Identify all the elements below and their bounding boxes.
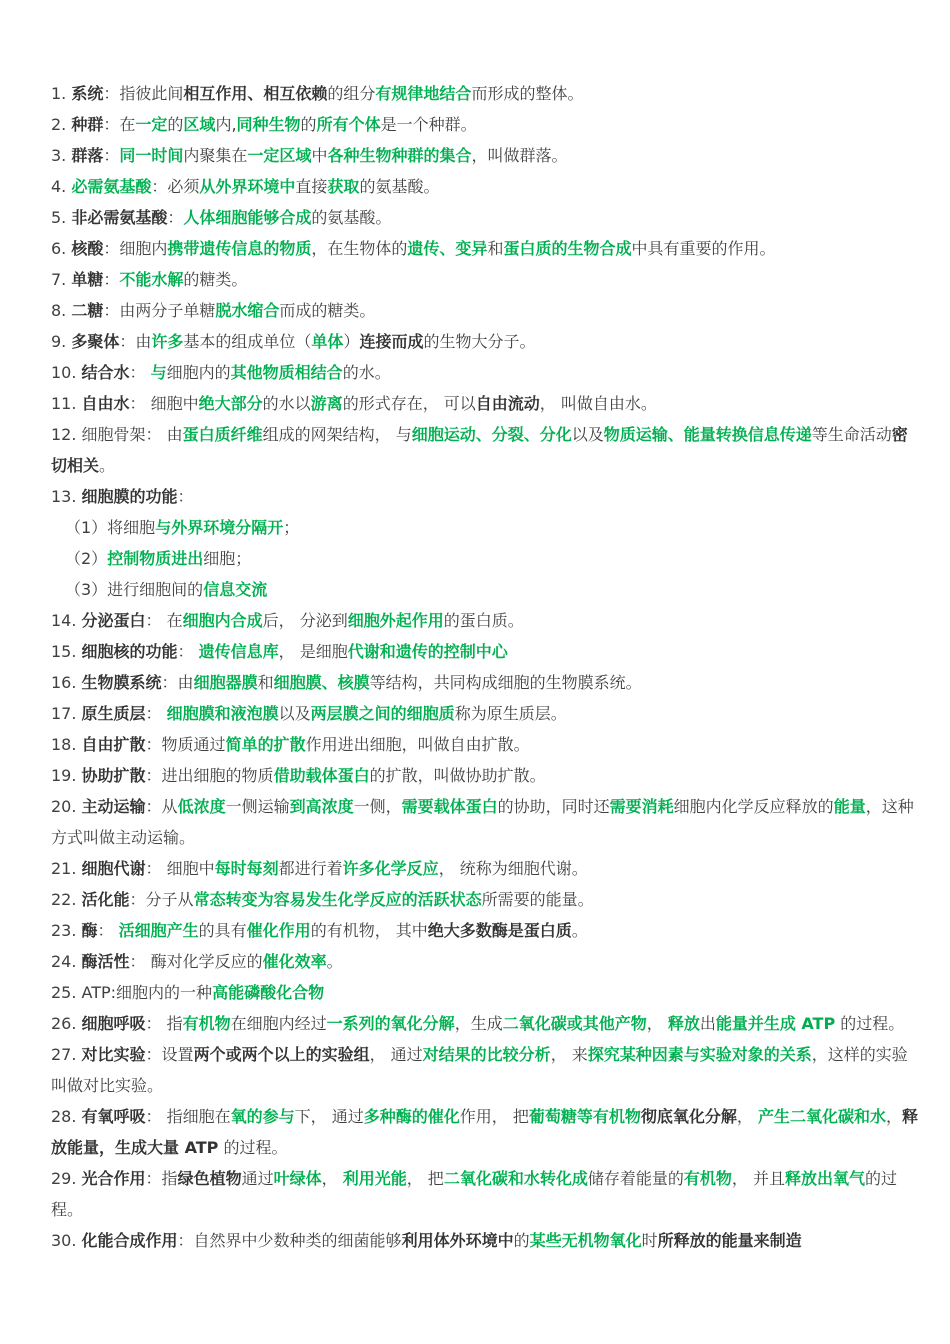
body-text: （2）	[65, 549, 108, 568]
body-text: ：设置	[145, 1045, 194, 1064]
highlight-text: 蛋白质的生物合成	[503, 239, 632, 258]
body-text: 内聚集在	[183, 146, 248, 165]
body-text: 一侧运输	[225, 797, 290, 816]
definition-entry	[51, 78, 919, 109]
bold-term: 细胞核的功能	[81, 642, 178, 661]
bold-term: 细胞呼吸	[81, 1014, 146, 1033]
bold-term: 释放能量，生成大量 ATP	[51, 1107, 919, 1157]
highlight-text: 与	[150, 363, 167, 382]
body-text: 的协助，同时还	[497, 797, 610, 816]
definition-entry	[51, 698, 919, 729]
definition-entry	[51, 202, 919, 233]
definition-entry	[51, 1101, 919, 1163]
body-text: 的过程。	[51, 1169, 897, 1219]
definition-entry	[51, 636, 919, 667]
bold-term: 自由流动	[475, 394, 540, 413]
body-text: 通过	[241, 1169, 274, 1188]
body-text: 4.	[51, 177, 72, 196]
highlight-text: 必需氨基酸	[71, 177, 152, 196]
body-text: ，叫做群落。	[471, 146, 568, 165]
definition-entry	[51, 915, 919, 946]
highlight-text: 代谢和遗传的控制中心	[347, 642, 508, 661]
body-text: 的氨基酸。	[359, 177, 440, 196]
highlight-text: 物质运输、能量转换信息传递	[603, 425, 812, 444]
bold-term: 核酸	[71, 239, 104, 258]
highlight-text: 单体	[311, 332, 344, 351]
body-text: ：由	[161, 673, 194, 692]
highlight-text: 所有个体	[316, 115, 381, 134]
highlight-text: 细胞膜、核膜	[273, 673, 370, 692]
highlight-text: 许多化学反应	[342, 859, 439, 878]
body-text: 27.	[51, 1045, 82, 1064]
body-text: 1.	[51, 84, 72, 103]
body-text: 19.	[51, 766, 82, 785]
body-text: ， 并且	[731, 1169, 785, 1188]
definition-entry	[51, 512, 919, 543]
body-text: ： 在	[145, 611, 183, 630]
highlight-text: 利用光能	[342, 1169, 407, 1188]
body-text: 后， 分泌到	[262, 611, 348, 630]
definition-entry	[51, 357, 919, 388]
body-text: ：	[167, 208, 184, 227]
highlight-text: 产生二氧化碳和水	[757, 1107, 886, 1126]
body-text: 而成的糖类。	[279, 301, 376, 320]
highlight-text: 某些无机物氧化	[529, 1231, 642, 1250]
body-text: 的组分	[327, 84, 376, 103]
bold-term: 绿色植物	[177, 1169, 242, 1188]
definition-entry	[51, 760, 919, 791]
body-text: 11.	[51, 394, 82, 413]
body-text: 2.	[51, 115, 72, 134]
highlight-text: 一系列的氧化分解	[326, 1014, 455, 1033]
body-text: 18.	[51, 735, 82, 754]
body-text: 的形式存在， 可以	[342, 394, 476, 413]
body-text: 的水。	[342, 363, 391, 382]
highlight-text: 各种生物种群的集合	[327, 146, 472, 165]
highlight-text: 区域	[183, 115, 216, 134]
body-text: 9.	[51, 332, 72, 351]
highlight-text: 许多	[151, 332, 184, 351]
highlight-text: 同种生物	[236, 115, 301, 134]
body-text: ， 来	[550, 1045, 588, 1064]
body-text: 。	[99, 456, 116, 475]
body-text: 29.	[51, 1169, 82, 1188]
highlight-text: 有机物	[683, 1169, 732, 1188]
definition-entry	[51, 326, 919, 357]
body-text: ；	[283, 518, 300, 537]
definition-entry	[51, 853, 919, 884]
body-text: 17.	[51, 704, 82, 723]
body-text: 的扩散，叫做协助扩散。	[369, 766, 546, 785]
highlight-text: 氧的参与	[230, 1107, 295, 1126]
definition-entry	[51, 729, 919, 760]
body-text: ： 细胞中	[145, 859, 215, 878]
body-text: ：	[177, 487, 194, 506]
highlight-text: 脱水缩合	[215, 301, 280, 320]
definition-entry	[51, 481, 919, 512]
definition-entry	[51, 946, 919, 977]
bold-term: 对比实验	[81, 1045, 146, 1064]
body-text: 储存着能量的	[587, 1169, 684, 1188]
body-text: （1）将细胞	[65, 518, 156, 537]
bold-term: 连接而成	[359, 332, 424, 351]
bold-term: 二糖	[71, 301, 104, 320]
bold-term: 协助扩散	[81, 766, 146, 785]
body-text: ， 通过	[369, 1045, 423, 1064]
bold-term: 彻底氧化分解	[640, 1107, 737, 1126]
body-text: 16.	[51, 673, 82, 692]
bold-term: 生物膜系统	[81, 673, 162, 692]
bold-term: 自由扩散	[81, 735, 146, 754]
body-text: 直接	[295, 177, 328, 196]
definition-entry	[51, 605, 919, 636]
bold-term: 两个或两个以上的实验组	[193, 1045, 370, 1064]
definition-entry	[51, 171, 919, 202]
body-text: 在细胞内经过	[230, 1014, 327, 1033]
highlight-text: 叶绿体	[273, 1169, 322, 1188]
body-text: 基本的组成单位（	[183, 332, 312, 351]
body-text: ：物质通过	[145, 735, 226, 754]
body-text: 的氨基酸。	[311, 208, 392, 227]
definition-entry	[51, 1225, 919, 1256]
body-text: 21.	[51, 859, 82, 878]
body-text: 内,	[215, 115, 237, 134]
bold-term: 密切相关	[51, 425, 908, 475]
body-text: 25. ATP:细胞内的一种	[51, 983, 213, 1002]
bold-term: 非必需氨基酸	[71, 208, 168, 227]
body-text: ：进出细胞的物质	[145, 766, 274, 785]
body-text: 的	[513, 1231, 530, 1250]
body-text: ， 叫做自由水。	[539, 394, 657, 413]
body-text: ：由	[119, 332, 152, 351]
highlight-text: 信息交流	[203, 580, 268, 599]
body-text: ：在	[103, 115, 136, 134]
highlight-text: 游离	[310, 394, 343, 413]
definition-entry	[51, 233, 919, 264]
body-text: 一侧，	[353, 797, 402, 816]
definition-entry	[51, 543, 919, 574]
body-text: ， 把	[406, 1169, 444, 1188]
body-text: ，这样的实验叫做对比实验。	[51, 1045, 908, 1095]
body-text: ： 细胞中	[129, 394, 199, 413]
definition-entry	[51, 388, 919, 419]
body-text: 等结构，共同构成细胞的生物膜系统。	[369, 673, 642, 692]
body-text: 都进行着	[278, 859, 343, 878]
bold-term: 原生质层	[81, 704, 146, 723]
highlight-text: 遗传、变异	[407, 239, 488, 258]
highlight-text: 有机物	[182, 1014, 231, 1033]
highlight-text: 一定区域	[247, 146, 312, 165]
highlight-text: 与外界环境分隔开	[155, 518, 284, 537]
bold-term: 分泌蛋白	[81, 611, 146, 630]
highlight-text: 能量并生成 ATP	[715, 1014, 836, 1033]
body-text: ：细胞内	[103, 239, 168, 258]
body-text: 称为原生质层。	[454, 704, 567, 723]
bold-term: 细胞膜的功能	[81, 487, 178, 506]
body-text: 22.	[51, 890, 82, 909]
bold-term: 细胞代谢	[81, 859, 146, 878]
highlight-text: 释放	[667, 1014, 700, 1033]
body-text: 作用进出细胞，叫做自由扩散。	[305, 735, 530, 754]
body-text: 20.	[51, 797, 82, 816]
bold-term: 利用体外环境中	[401, 1231, 514, 1250]
definition-entry	[51, 1008, 919, 1039]
body-text: ：必须	[151, 177, 200, 196]
body-text: 等生命活动	[811, 425, 892, 444]
bold-term: 相互作用、相互依赖	[183, 84, 328, 103]
body-text: ： 酶对化学反应的	[129, 952, 263, 971]
document-body	[51, 78, 919, 1256]
highlight-text: 低浓度	[177, 797, 226, 816]
highlight-text: 细胞运动、分裂、分化	[411, 425, 572, 444]
body-text: 的水以	[262, 394, 311, 413]
highlight-text: 从外界环境中	[199, 177, 296, 196]
highlight-text: 需要载体蛋白	[401, 797, 498, 816]
body-text: 5.	[51, 208, 72, 227]
highlight-text: 细胞内合成	[182, 611, 263, 630]
body-text: 组成的网架结构， 与	[262, 425, 412, 444]
body-text: ）	[343, 332, 360, 351]
body-text: ， 是细胞	[278, 642, 348, 661]
body-text: ：由两分子单糖	[103, 301, 216, 320]
highlight-text: 两层膜之间的细胞质	[310, 704, 455, 723]
definition-entry	[51, 140, 919, 171]
body-text: ：	[129, 363, 151, 382]
body-text: 。	[326, 952, 343, 971]
body-text: 出	[699, 1014, 716, 1033]
body-text: 作用， 把	[459, 1107, 529, 1126]
body-text: 细胞；	[203, 549, 252, 568]
highlight-text: 催化作用	[246, 921, 311, 940]
body-text: 的过程。	[835, 1014, 905, 1033]
body-text: 的过程。	[218, 1138, 288, 1157]
body-text: 28.	[51, 1107, 82, 1126]
body-text: 15.	[51, 642, 82, 661]
bold-term: 有氧呼吸	[81, 1107, 146, 1126]
body-text: 细胞内的	[166, 363, 231, 382]
body-text: ，这种方式叫做主动运输。	[51, 797, 914, 847]
highlight-text: 探究某种因素与实验对象的关系	[587, 1045, 812, 1064]
body-text: ： 指	[145, 1014, 183, 1033]
highlight-text: 葡萄糖等有机物	[528, 1107, 641, 1126]
body-text: 7.	[51, 270, 72, 289]
body-text: 中	[311, 146, 328, 165]
highlight-text: 活细胞产生	[118, 921, 199, 940]
body-text: ：指彼此间	[103, 84, 184, 103]
highlight-text: 绝大部分	[198, 394, 263, 413]
bold-term: 群落	[71, 146, 104, 165]
bold-term: 系统	[71, 84, 104, 103]
bold-term: 活化能	[81, 890, 130, 909]
highlight-text: 二氧化碳或其他产物	[502, 1014, 647, 1033]
bold-term: 所释放的能量来制造	[657, 1231, 802, 1250]
body-text: 的具有	[198, 921, 247, 940]
body-text: 下， 通过	[294, 1107, 364, 1126]
highlight-text: 催化效率	[262, 952, 327, 971]
body-text: ：	[103, 146, 120, 165]
highlight-text: 细胞器膜	[193, 673, 258, 692]
highlight-text: 借助载体蛋白	[273, 766, 370, 785]
highlight-text: 获取	[327, 177, 360, 196]
body-text: 和	[487, 239, 504, 258]
body-text: 的生物大分子。	[423, 332, 536, 351]
definition-entry	[51, 884, 919, 915]
body-text: ， 统称为细胞代谢。	[438, 859, 588, 878]
body-text: 12. 细胞骨架： 由	[51, 425, 183, 444]
body-text: 以及	[571, 425, 604, 444]
body-text: 13.	[51, 487, 82, 506]
body-text: ：指	[145, 1169, 178, 1188]
highlight-text: 同一时间	[119, 146, 184, 165]
definition-entry	[51, 791, 919, 853]
body-text: 是一个种群。	[380, 115, 477, 134]
body-text: 的	[167, 115, 184, 134]
body-text: 时	[641, 1231, 658, 1250]
bold-term: 光合作用	[81, 1169, 146, 1188]
highlight-text: 常态转变为容易发生化学反应的活跃状态	[193, 890, 482, 909]
body-text: 3.	[51, 146, 72, 165]
highlight-text: 需要消耗	[609, 797, 674, 816]
body-text: 26.	[51, 1014, 82, 1033]
body-text: 的糖类。	[183, 270, 248, 289]
body-text: ：自然界中少数种类的细菌能够	[177, 1231, 402, 1250]
body-text: 8.	[51, 301, 72, 320]
body-text: 而形成的整体。	[471, 84, 584, 103]
body-text: ： 指细胞在	[145, 1107, 231, 1126]
bold-term: 化能合成作用	[81, 1231, 178, 1250]
highlight-text: 高能磷酸化合物	[212, 983, 325, 1002]
definition-entry	[51, 977, 919, 1008]
body-text: 14.	[51, 611, 82, 630]
body-text: ，	[886, 1107, 903, 1126]
definition-entry	[51, 1039, 919, 1101]
body-text: ，	[321, 1169, 343, 1188]
highlight-text: 其他物质相结合	[230, 363, 343, 382]
body-text: ：从	[145, 797, 178, 816]
definition-entry	[51, 109, 919, 140]
bold-term: 酶活性	[81, 952, 130, 971]
definition-entry	[51, 295, 919, 326]
body-text: 的	[300, 115, 317, 134]
bold-term: 多聚体	[71, 332, 120, 351]
body-text: 的蛋白质。	[443, 611, 524, 630]
bold-term: 单糖	[71, 270, 104, 289]
body-text: ，	[736, 1107, 758, 1126]
highlight-text: 释放出氧气	[784, 1169, 865, 1188]
highlight-text: 一定	[135, 115, 168, 134]
highlight-text: 携带遗传信息的物质	[167, 239, 312, 258]
bold-term: 绝大多数酶是蛋白质	[427, 921, 572, 940]
highlight-text: 有规律地结合	[375, 84, 472, 103]
bold-term: 自由水	[81, 394, 130, 413]
body-text: ：	[97, 921, 119, 940]
highlight-text: 简单的扩散	[225, 735, 306, 754]
bold-term: 主动运输	[81, 797, 146, 816]
body-text: ：	[103, 270, 120, 289]
body-text: ，在生物体的	[311, 239, 408, 258]
highlight-text: 细胞膜和液泡膜	[166, 704, 279, 723]
body-text: 所需要的能量。	[481, 890, 594, 909]
body-text: 6.	[51, 239, 72, 258]
highlight-text: 蛋白质纤维	[182, 425, 263, 444]
definition-entry	[51, 264, 919, 295]
highlight-text: 到高浓度	[289, 797, 354, 816]
definition-entry	[51, 419, 919, 481]
body-text: 细胞内化学反应释放的	[673, 797, 834, 816]
highlight-text: 对结果的比较分析	[422, 1045, 551, 1064]
body-text: （3）进行细胞间的	[65, 580, 204, 599]
highlight-text: 二氧化碳和水转化成	[443, 1169, 588, 1188]
definition-entry	[51, 667, 919, 698]
highlight-text: 多种酶的催化	[363, 1107, 460, 1126]
body-text: 的有机物， 其中	[310, 921, 428, 940]
body-text: 和	[257, 673, 274, 692]
bold-term: 结合水	[81, 363, 130, 382]
body-text: 23.	[51, 921, 82, 940]
bold-term: 酶	[81, 921, 98, 940]
highlight-text: 人体细胞能够合成	[183, 208, 312, 227]
highlight-text: 遗传信息库	[198, 642, 279, 661]
body-text: ：	[145, 704, 167, 723]
body-text: 。	[571, 921, 588, 940]
body-text: 24.	[51, 952, 82, 971]
body-text: ，生成	[454, 1014, 503, 1033]
body-text: 10.	[51, 363, 82, 382]
body-text: ：分子从	[129, 890, 194, 909]
body-text: 以及	[278, 704, 311, 723]
body-text: 30.	[51, 1231, 82, 1250]
bold-term: 种群	[71, 115, 104, 134]
definition-entry	[51, 1163, 919, 1225]
highlight-text: 细胞外起作用	[347, 611, 444, 630]
body-text: ，	[646, 1014, 668, 1033]
highlight-text: 不能水解	[119, 270, 184, 289]
highlight-text: 控制物质进出	[107, 549, 204, 568]
body-text: 中具有重要的作用。	[631, 239, 776, 258]
highlight-text: 每时每刻	[214, 859, 279, 878]
highlight-text: 能量	[833, 797, 866, 816]
definition-entry	[51, 574, 919, 605]
body-text: ：	[177, 642, 199, 661]
